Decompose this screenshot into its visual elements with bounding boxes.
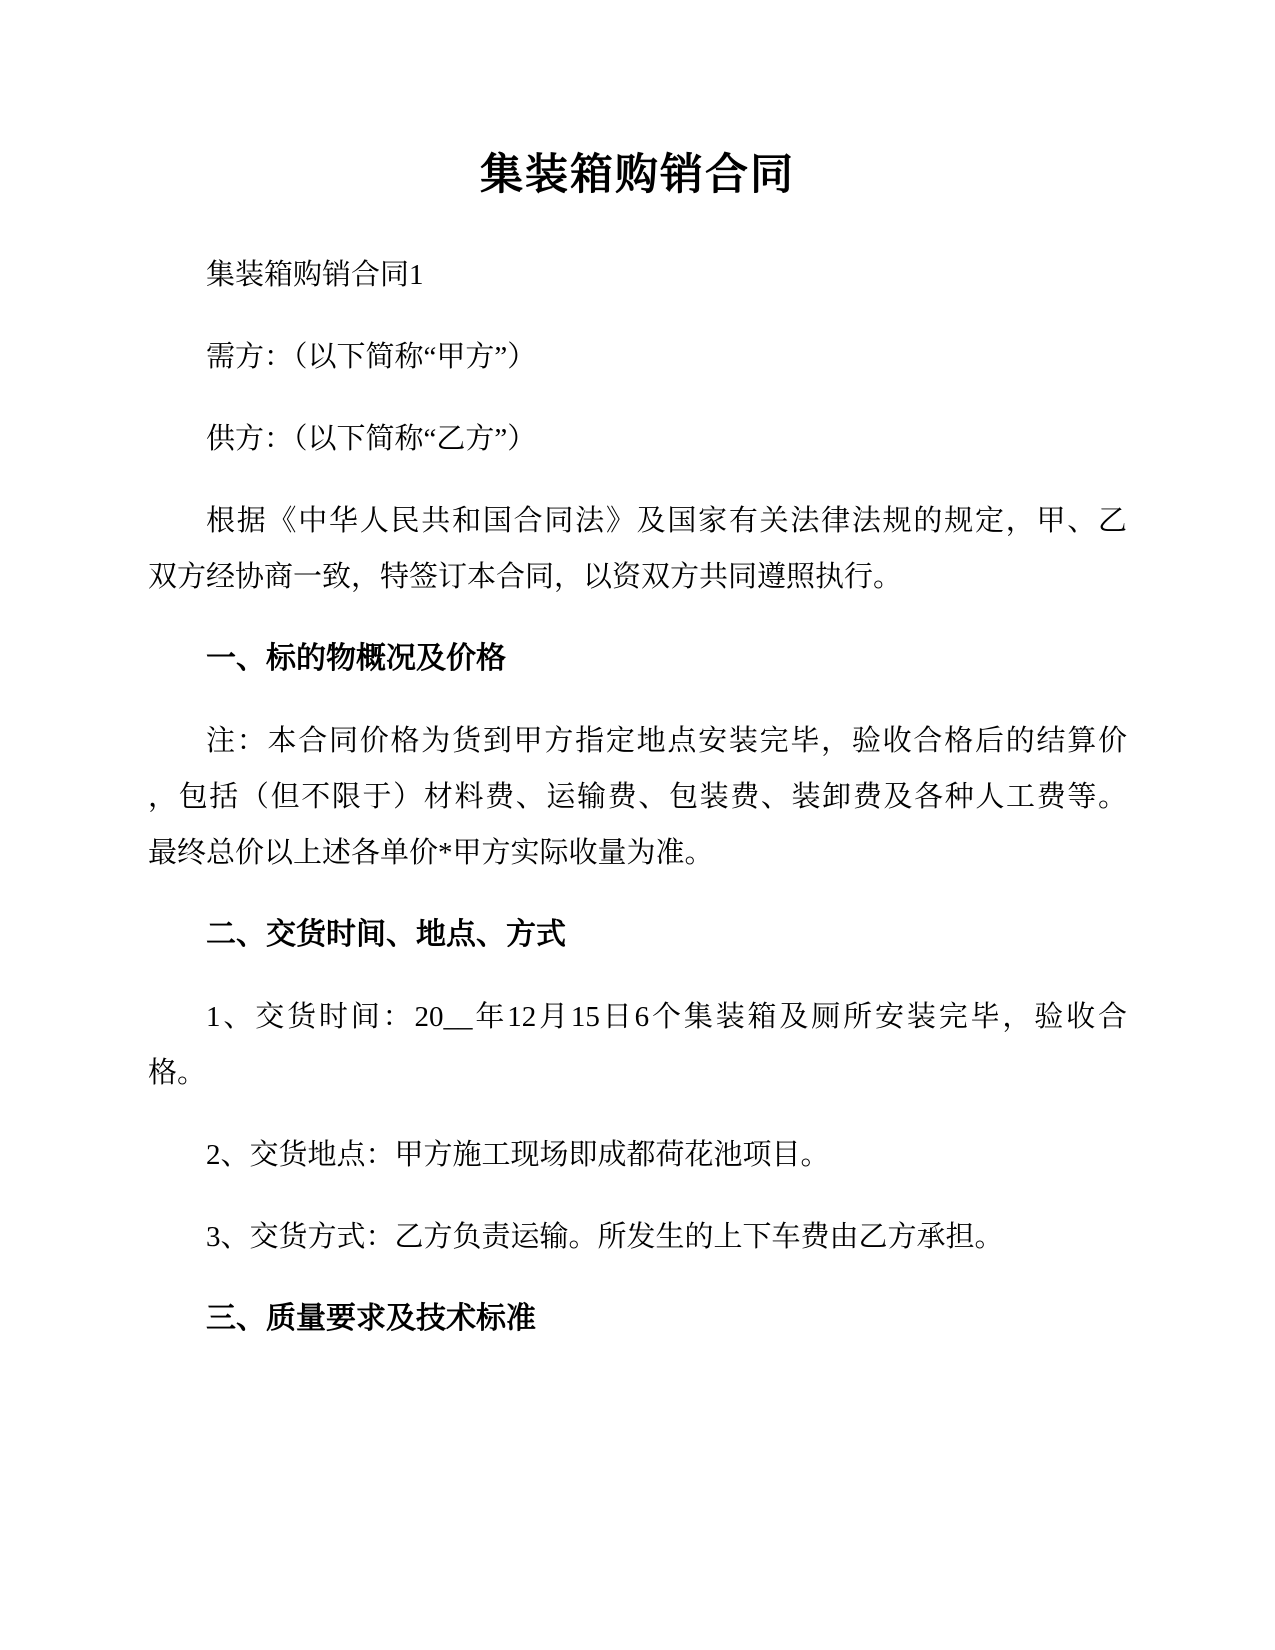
paragraph <box>148 713 1127 881</box>
paragraph-line: 最终总价以上述各单价*甲方实际收量为准。 <box>148 837 714 869</box>
paragraph-line: 3、交货方式：乙方负责运输。所发生的上下车费由乙方承担。 <box>206 1221 1004 1253</box>
paragraph-line: 1、交货时间：20__年12月15日6个集装箱及厕所安装完毕，验收合 <box>206 1001 1127 1033</box>
paragraph-line: 三、质量要求及技术标准 <box>206 1302 536 1335</box>
paragraph-line: 一、标的物概况及价格 <box>206 642 506 675</box>
paragraph <box>148 1127 1127 1183</box>
section-heading <box>148 907 1127 963</box>
document-title: 集装箱购销合同 <box>480 151 795 199</box>
paragraph-line: 二、交货时间、地点、方式 <box>206 918 566 951</box>
section-heading <box>148 631 1127 687</box>
paragraph-line: 需方：（以下简称“甲方”） <box>206 341 537 373</box>
paragraph-line: 双方经协商一致，特签订本合同，以资双方共同遵照执行。 <box>148 561 903 593</box>
document-body <box>148 247 1127 1347</box>
paragraph-line: 注：本合同价格为货到甲方指定地点安装完毕，验收合格后的结算价 <box>206 725 1127 757</box>
paragraph-line: 2、交货地点：甲方施工现场即成都荷花池项目。 <box>206 1139 830 1171</box>
paragraph-line: 根据《中华人民共和国合同法》及国家有关法律法规的规定，甲、乙 <box>206 505 1127 537</box>
paragraph <box>148 989 1127 1101</box>
paragraph-line: 集装箱购销合同1 <box>206 259 424 291</box>
paragraph-line: ，包括（但不限于）材料费、运输费、包装费、装卸费及各种人工费等。 <box>148 781 1127 813</box>
paragraph-line: 格。 <box>148 1057 207 1089</box>
paragraph-line: 供方：（以下简称“乙方”） <box>206 423 537 455</box>
paragraph <box>148 247 1127 303</box>
paragraph <box>148 329 1127 385</box>
paragraph <box>148 1209 1127 1265</box>
paragraph <box>148 411 1127 467</box>
section-heading <box>148 1291 1127 1347</box>
paragraph <box>148 493 1127 605</box>
